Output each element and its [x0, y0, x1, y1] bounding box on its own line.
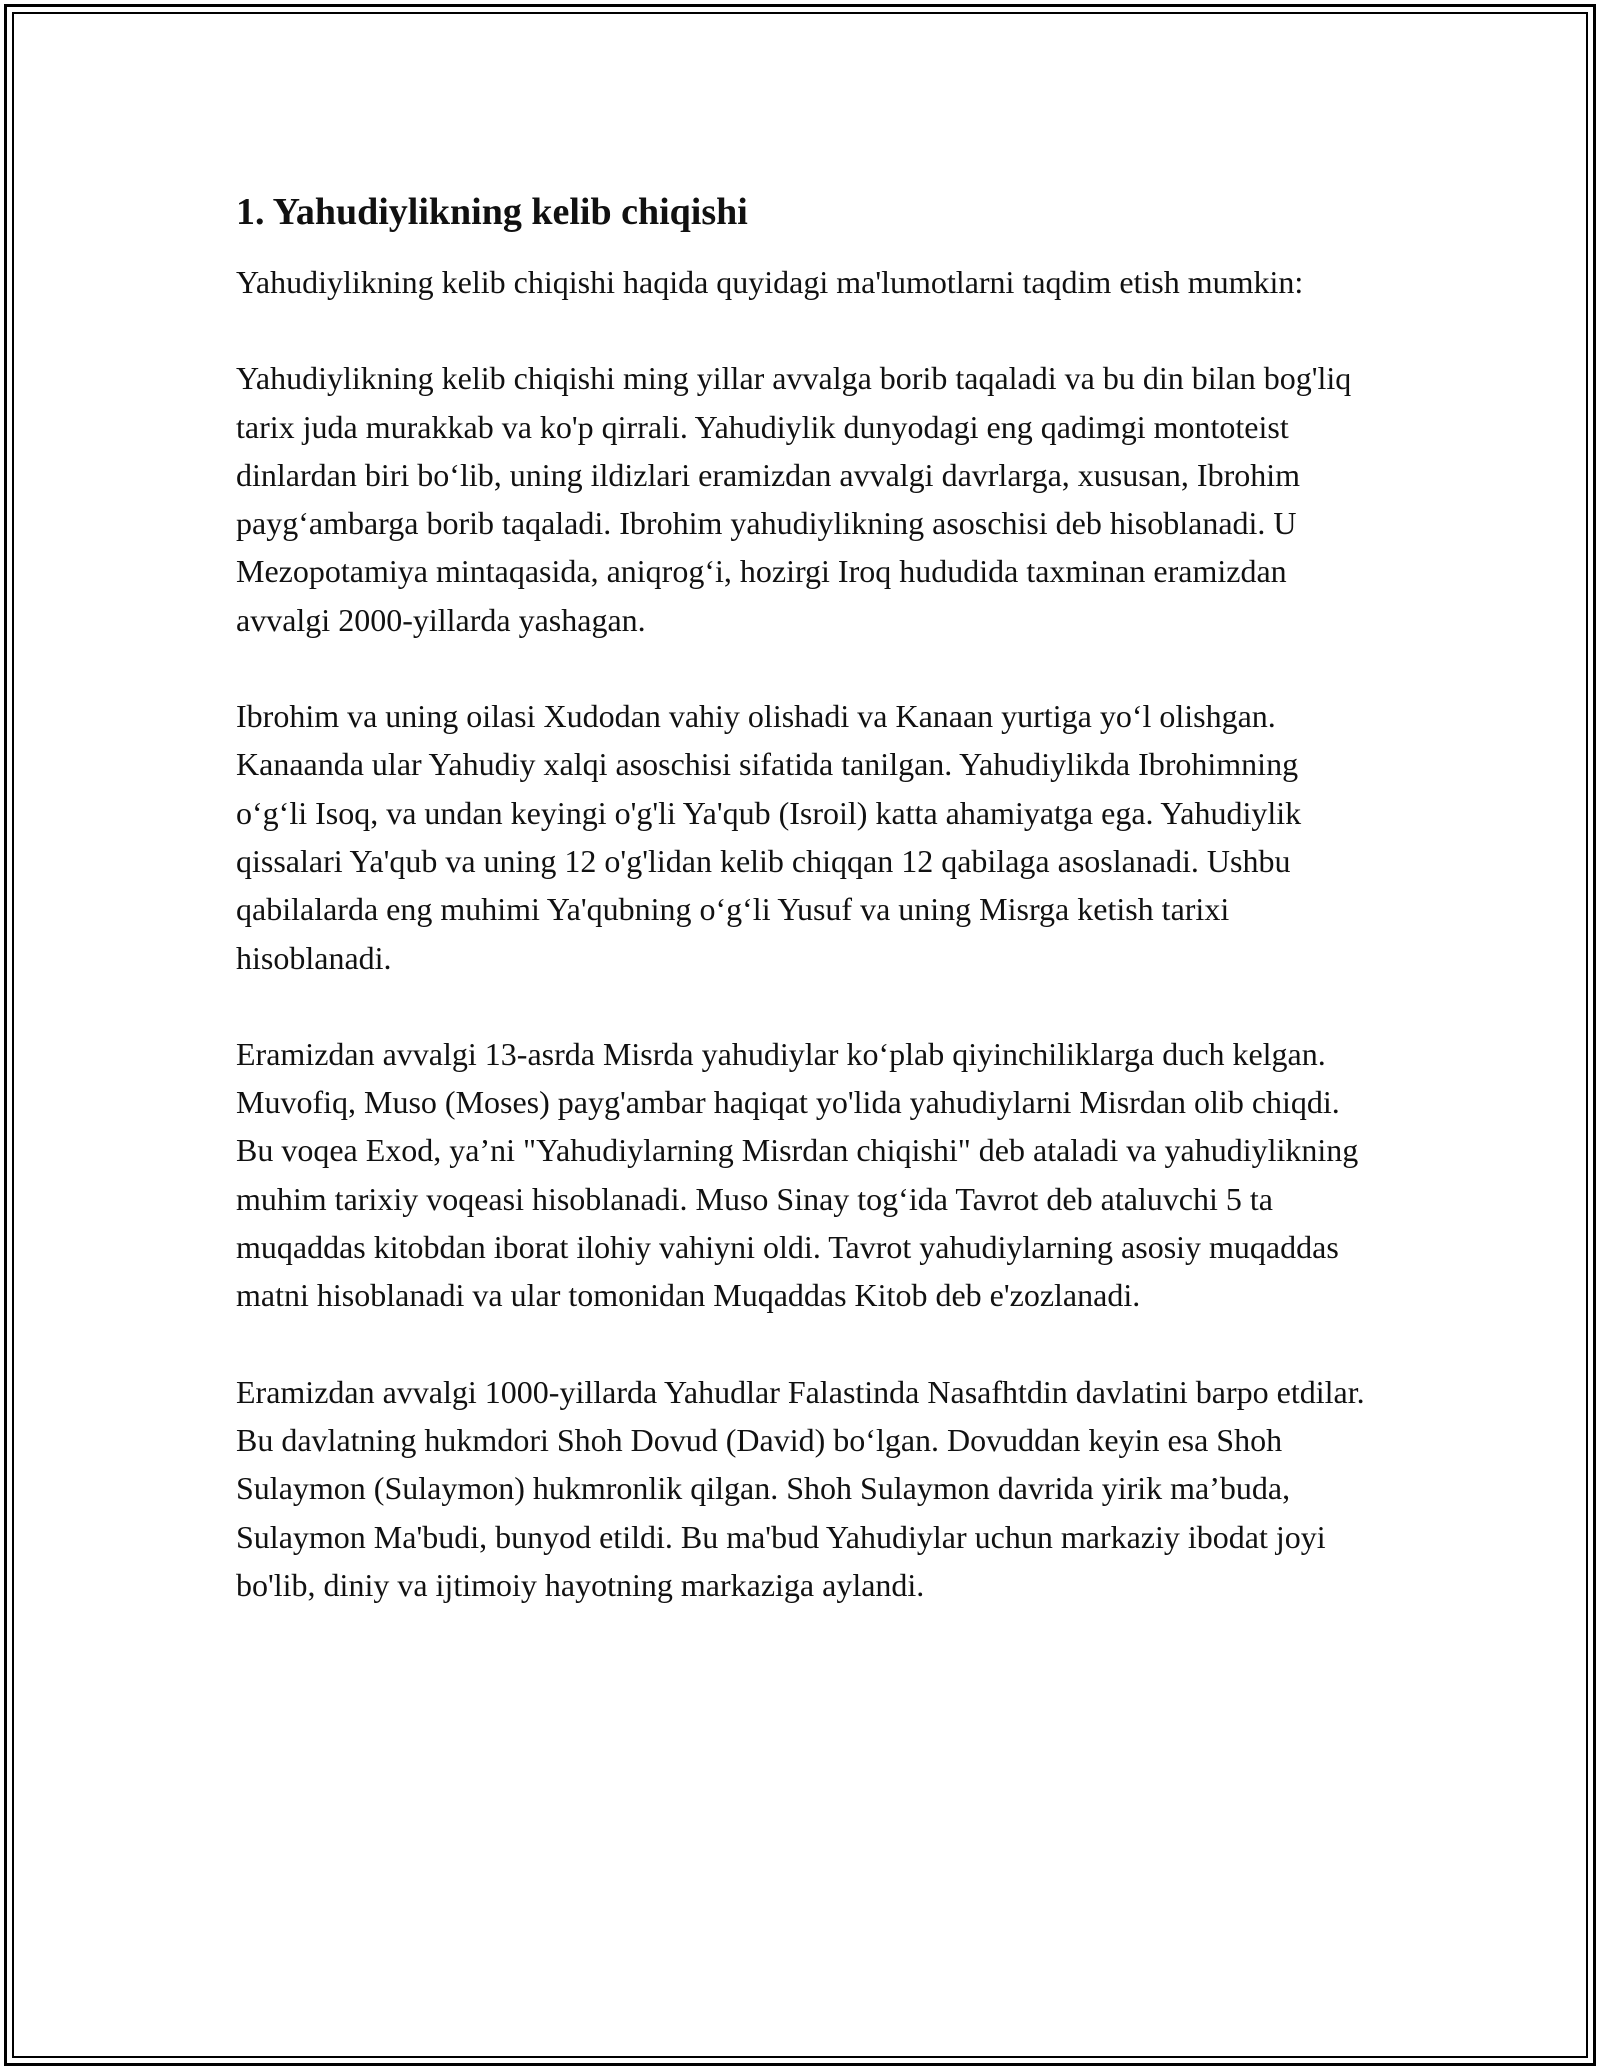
paragraph-origins: Yahudiylikning kelib chiqishi ming yillar avvalga borib taqaladi va bu din bilan bog'liq tarix juda murakkab va ko'p qirrali. Yahudiylik dunyodagi eng qadimgi montoteist dinlardan biri bo‘lib, uning ildizlari eramizdan avvalgi davrlarga, xususan, Ibrohim payg‘ambarga borib taqaladi. Ibrohim yahudiylikning asoschisi deb hisoblanadi. U Mezopotamiya mintaqasida, aniqrog‘i, hozirgi Iroq hududida taxminan eramizdan avvalgi 2000-yillarda yashagan. — [236, 360, 1352, 638]
paragraph-exodus: Eramizdan avvalgi 13-asrda Misrda yahudiylar ko‘plab qiyinchiliklarga duch kelgan. Muvofiq, Muso (Moses) payg'ambar haqiqat yo'lida yahudiylarni Misrdan olib chiqdi. Bu voqea Exod, ya’ni "Yahudiylarning Misrdan chiqishi" deb ataladi va yahudiylikning muhim tarixiy voqeasi hisoblanadi. Muso Sinay tog‘ida Tavrot deb ataluvchi 5 ta muqaddas kitobdan iborat ilohiy vahiyni oldi. Tavrot yahudiylarning asosiy muqaddas matni hisoblanadi va ular tomonidan Muqaddas Kitob deb e'zozlanadi. — [236, 1035, 1359, 1314]
paragraph-intro: Yahudiylikning kelib chiqishi haqida quyidagi ma'lumotlarni taqdim etish mumkin: — [236, 264, 1304, 300]
document-body — [236, 186, 1376, 1657]
section-heading: 1. Yahudiylikning kelib chiqishi — [236, 191, 748, 233]
paragraph-ibrohim-family: Ibrohim va uning oilasi Xudodan vahiy olishadi va Kanaan yurtiga yo‘l olishgan. Kanaanda ular Yahudiy xalqi asoschisi sifatida tanilgan. Yahudiylikda Ibrohimning o‘g‘li Isoq, va undan keyingi o'g'li Ya'qub (Isroil) katta ahamiyatga ega. Yahudiylik qissalari Ya'qub va uning 12 o'g'lidan kelib chiqqan 12 qabilaga asoslanadi. Ushbu qabilalarda eng muhimi Ya'qubning o‘g‘li Yusuf va uning Misrga ketish tarixi hisoblanadi. — [236, 698, 1302, 976]
paragraph-kingdom: Eramizdan avvalgi 1000-yillarda Yahudlar Falastinda Nasafhtdin davlatini barpo etdilar. Bu davlatning hukmdori Shoh Dovud (David) bo‘lgan. Dovuddan keyin esa Shoh Sulaymon (Sulaymon) hukmronlik qilgan. Shoh Sulaymon davrida yirik ma’buda, Sulaymon Ma'budi, bunyod etildi. Bu ma'bud Yahudiylar uchun markaziy ibodat joyi bo'lib, diniy va ijtimoiy hayotning markaziga aylandi. — [236, 1373, 1365, 1603]
